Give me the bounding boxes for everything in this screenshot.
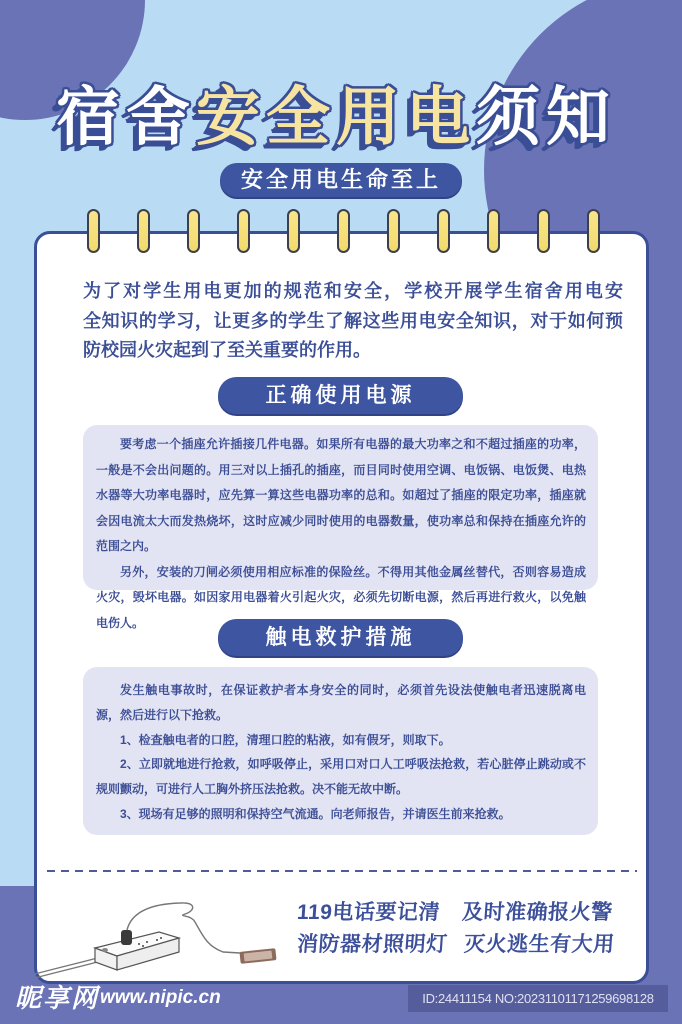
- dashed-divider: [47, 870, 637, 872]
- section-text-electric-shock-rescue: [96, 678, 586, 827]
- section-line: 一般是不会出问题的。用三对以上插孔的插座，而目同时使用空调、电饭锅、电饭煲、电热: [96, 462, 586, 477]
- section-line: 3、现场有足够的照明和保持空气流通。向老师报告，并请医生前来抢救。: [120, 806, 511, 821]
- section-line: 电伤人。: [96, 615, 145, 630]
- binder-ring-icon: [187, 209, 200, 253]
- watermark-url: www.nipic.cn: [100, 987, 221, 1008]
- slogan-fire-equipment: 消防器材照明灯: [296, 933, 449, 956]
- slogan-report-fire: 及时准确报火警: [461, 901, 614, 924]
- binder-ring-icon: [237, 209, 250, 253]
- section-line: 源，然后进行以下抢救。: [96, 707, 229, 722]
- section-line: 要考虑一个插座允许插接几件电器。如果所有电器的最大功率之和不超过插座的功率，: [120, 437, 586, 451]
- binder-ring-icon: [137, 209, 150, 253]
- section-line: 会因电流太大而发热烧坏，这时应减少同时使用的电器数量，使功率总和保持在插座允许的: [96, 513, 586, 528]
- poster-title: [56, 78, 636, 156]
- binder-ring-icon: [587, 209, 600, 253]
- binder-ring-icon: [387, 209, 400, 253]
- intro-line: 为了对学生用电更加的规范和安全，学校开展学生宿舍用电安: [83, 281, 623, 301]
- binder-ring-icon: [487, 209, 500, 253]
- section-heading-electric-shock-rescue: 触电救护措施: [218, 619, 463, 656]
- section-line: 水器等大功率电器时，应先算一算这些电器功率的总和。如超过了插座的限定功率，插座就: [96, 488, 586, 502]
- intro-line: 全知识的学习，让更多的学生了解这些用电安全知识，对于如何预: [83, 310, 623, 331]
- title-part-dormitory: 宿舍: [56, 81, 196, 153]
- section-line: 规则颤动，可进行人工胸外挤压法抢救。决不能无故中断。: [96, 782, 409, 797]
- binder-ring-icon: [337, 209, 350, 253]
- section-line: 1、检查触电者的口腔，清理口腔的粘液，如有假牙，则取下。: [120, 732, 451, 747]
- intro-line: 防校园火灾起到了至关重要的作用。: [83, 340, 371, 360]
- title-part-notice: 须知: [476, 81, 616, 153]
- watermark-brand: 昵享网: [15, 983, 100, 1013]
- slogan-escape: 灭火逃生有大用: [463, 933, 616, 956]
- section-heading-proper-power-use: 正确使用电源: [218, 377, 463, 414]
- title-part-electric-safety: 安全用电: [196, 81, 476, 153]
- section-text-proper-power-use: [96, 432, 586, 636]
- section-line: 范围之内。: [96, 539, 157, 553]
- section-line: 2、立即就地进行抢救，如呼吸停止，采用口对口人工呼吸法抢救，若心脏停止跳动或不: [120, 757, 586, 772]
- subtitle-pill: 安全用电生命至上: [220, 163, 462, 197]
- slogan-remember-119: 119电话要记清: [296, 901, 441, 924]
- intro-paragraph: [83, 277, 623, 366]
- binder-ring-icon: [437, 209, 450, 253]
- binder-ring-icon: [87, 209, 100, 253]
- section-line: 火灾，毁坏电器。如因家用电器着火引起火灾，必须先切断电源，然后再进行救火，以免触: [96, 590, 586, 604]
- binder-ring-icon: [537, 209, 550, 253]
- section-line: 另外，安装的刀闸必须使用相应标准的保险丝。不得用其他金属丝替代，否则容易造成: [120, 564, 586, 579]
- power-strip-charging-phone-icon: [35, 890, 285, 985]
- binder-ring-icon: [287, 209, 300, 253]
- watermark-id-badge: ID:24411154 NO:20231101171259698128: [408, 985, 668, 1012]
- section-line: 发生触电事故时，在保证救护者本身安全的同时，必须首先设法使触电者迅速脱离电: [120, 683, 586, 697]
